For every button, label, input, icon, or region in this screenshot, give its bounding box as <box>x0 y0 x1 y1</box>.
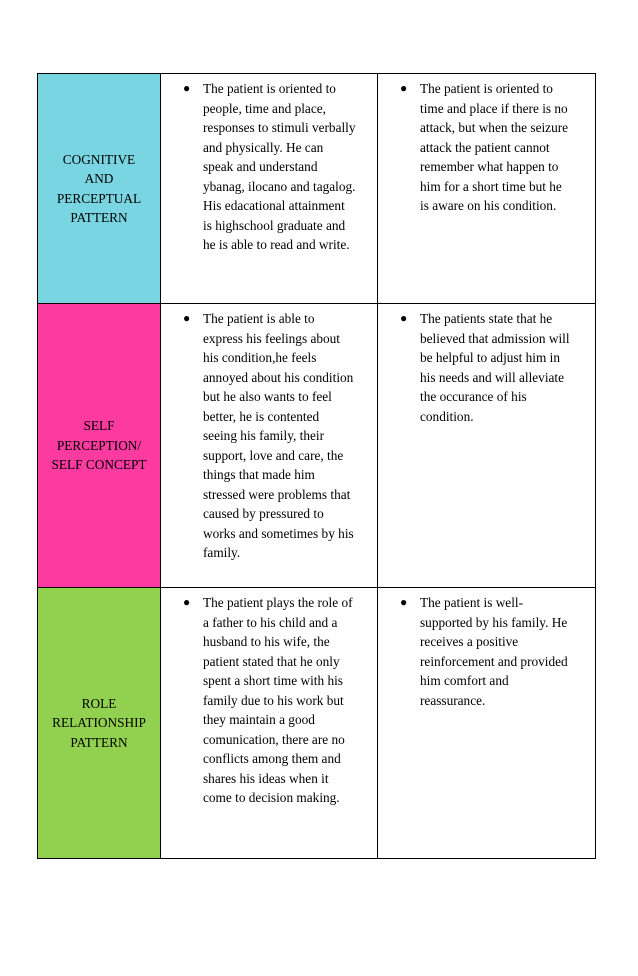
pattern-label-line: PERCEPTUAL <box>56 190 142 206</box>
text-line: stressed were problems that <box>203 486 351 502</box>
pattern-label-role-relationship <box>38 588 161 859</box>
pattern-label-line: AND <box>84 171 114 186</box>
text-line: speak and understand <box>203 159 318 174</box>
bullet-list <box>161 304 377 563</box>
text-line: he is able to read and write. <box>203 237 350 252</box>
list-item <box>161 593 371 808</box>
text-line: receives a positive <box>420 634 519 649</box>
text-line: his needs and will alleviate <box>420 369 565 385</box>
text-line: works and sometimes by his <box>203 525 354 541</box>
text-line: time and place if there is no <box>420 100 568 116</box>
text-line: attack, but when the seizure <box>420 120 569 135</box>
text-line: The patient is able to <box>203 311 315 326</box>
pattern-label-line: COGNITIVE <box>62 151 136 167</box>
text-line: The patient is oriented to <box>203 81 336 96</box>
bullet-list <box>161 74 377 255</box>
text-line: him for a short time but he <box>420 178 562 194</box>
text-line: reassurance. <box>420 692 486 708</box>
text-line: The patient is well- <box>420 595 524 610</box>
subjective-cell-cognitive-perceptual <box>161 74 378 304</box>
text-line: attack the patient cannot <box>420 139 550 155</box>
text-line: remember what happen to <box>420 159 559 174</box>
pattern-label-line: SELF <box>83 418 115 434</box>
text-line: express his feelings about <box>203 330 341 346</box>
text-line: be helpful to adjust him in <box>420 350 560 365</box>
text-line: responses to stimuli verbally <box>203 120 356 135</box>
text-line: believed that admission will <box>420 330 570 346</box>
text-line: seeing his family, their <box>203 428 324 443</box>
bullet-list <box>378 588 595 710</box>
text-line: family. <box>203 545 241 560</box>
table-body <box>38 74 596 859</box>
text-line: come to decision making. <box>203 790 340 805</box>
bullet-icon: ● <box>183 311 191 325</box>
table-row-self-perception <box>38 304 596 588</box>
bullet-icon: ● <box>400 311 408 325</box>
subjective-cell-self-perception <box>161 304 378 588</box>
bullet-icon: ● <box>400 81 408 95</box>
text-line: is highschool graduate and <box>203 217 346 233</box>
text-line: comunication, there are no <box>203 731 345 747</box>
pattern-label-line: RELATIONSHIP <box>52 715 146 731</box>
pattern-label-line: PATTERN <box>70 210 128 225</box>
text-line: conflicts among them and <box>203 751 341 766</box>
health-pattern-table <box>37 73 596 859</box>
text-line: caused by pressured to <box>203 506 324 521</box>
text-line: annoyed about his condition <box>203 369 354 385</box>
bullet-icon: ● <box>400 595 408 609</box>
text-line: things that made him <box>203 467 315 482</box>
text-line: reinforcement and provided <box>420 653 568 669</box>
text-line: him comfort and <box>420 673 509 688</box>
list-item <box>378 593 589 710</box>
text-line: patient stated that he only <box>203 653 340 669</box>
table-row-role-relationship <box>38 588 596 859</box>
text-line: support, love and care, the <box>203 447 344 463</box>
pattern-label-self-perception <box>38 304 161 588</box>
pattern-label-line: SELF CONCEPT <box>51 457 147 473</box>
objective-cell-cognitive-perceptual <box>378 74 596 304</box>
text-line: The patient is oriented to <box>420 81 553 96</box>
text-line: they maintain a good <box>203 712 315 727</box>
text-line: ybanag, ilocano and tagalog. <box>203 178 356 194</box>
text-line: is aware on his condition. <box>420 198 557 213</box>
pattern-label-line: PATTERN <box>70 734 128 750</box>
objective-cell-role-relationship <box>378 588 596 859</box>
pattern-label-line: ROLE <box>81 695 117 711</box>
text-line: but he also wants to feel <box>203 389 332 404</box>
text-line: people, time and place, <box>203 100 326 116</box>
text-line: spent a short time with his <box>203 673 343 688</box>
text-line: better, he is contented <box>203 408 320 424</box>
text-line: and physically. He can <box>203 139 324 155</box>
text-line: the occurance of his <box>420 389 527 404</box>
pattern-label-cognitive-perceptual <box>38 74 161 304</box>
bullet-list <box>161 588 377 808</box>
bullet-list <box>378 74 595 216</box>
text-line: His edacational attainment <box>203 198 345 213</box>
table-row-cognitive-perceptual <box>38 74 596 304</box>
text-line: a father to his child and a <box>203 614 338 630</box>
text-line: family due to his work but <box>203 692 344 708</box>
list-item <box>378 79 589 216</box>
objective-cell-self-perception <box>378 304 596 588</box>
text-line: supported by his family. He <box>420 614 568 630</box>
text-line: The patients state that he <box>420 311 553 326</box>
list-item <box>378 309 589 426</box>
text-line: condition. <box>420 408 474 424</box>
text-line: The patient plays the role of <box>203 595 353 610</box>
bullet-icon: ● <box>183 81 191 95</box>
list-item <box>161 79 371 255</box>
pattern-label-line: PERCEPTION/ <box>56 437 142 453</box>
text-line: shares his ideas when it <box>203 770 329 786</box>
subjective-cell-role-relationship <box>161 588 378 859</box>
bullet-icon: ● <box>183 595 191 609</box>
list-item <box>161 309 371 563</box>
text-line: husband to his wife, the <box>203 634 330 649</box>
bullet-list <box>378 304 595 426</box>
text-line: his condition,he feels <box>203 350 317 365</box>
